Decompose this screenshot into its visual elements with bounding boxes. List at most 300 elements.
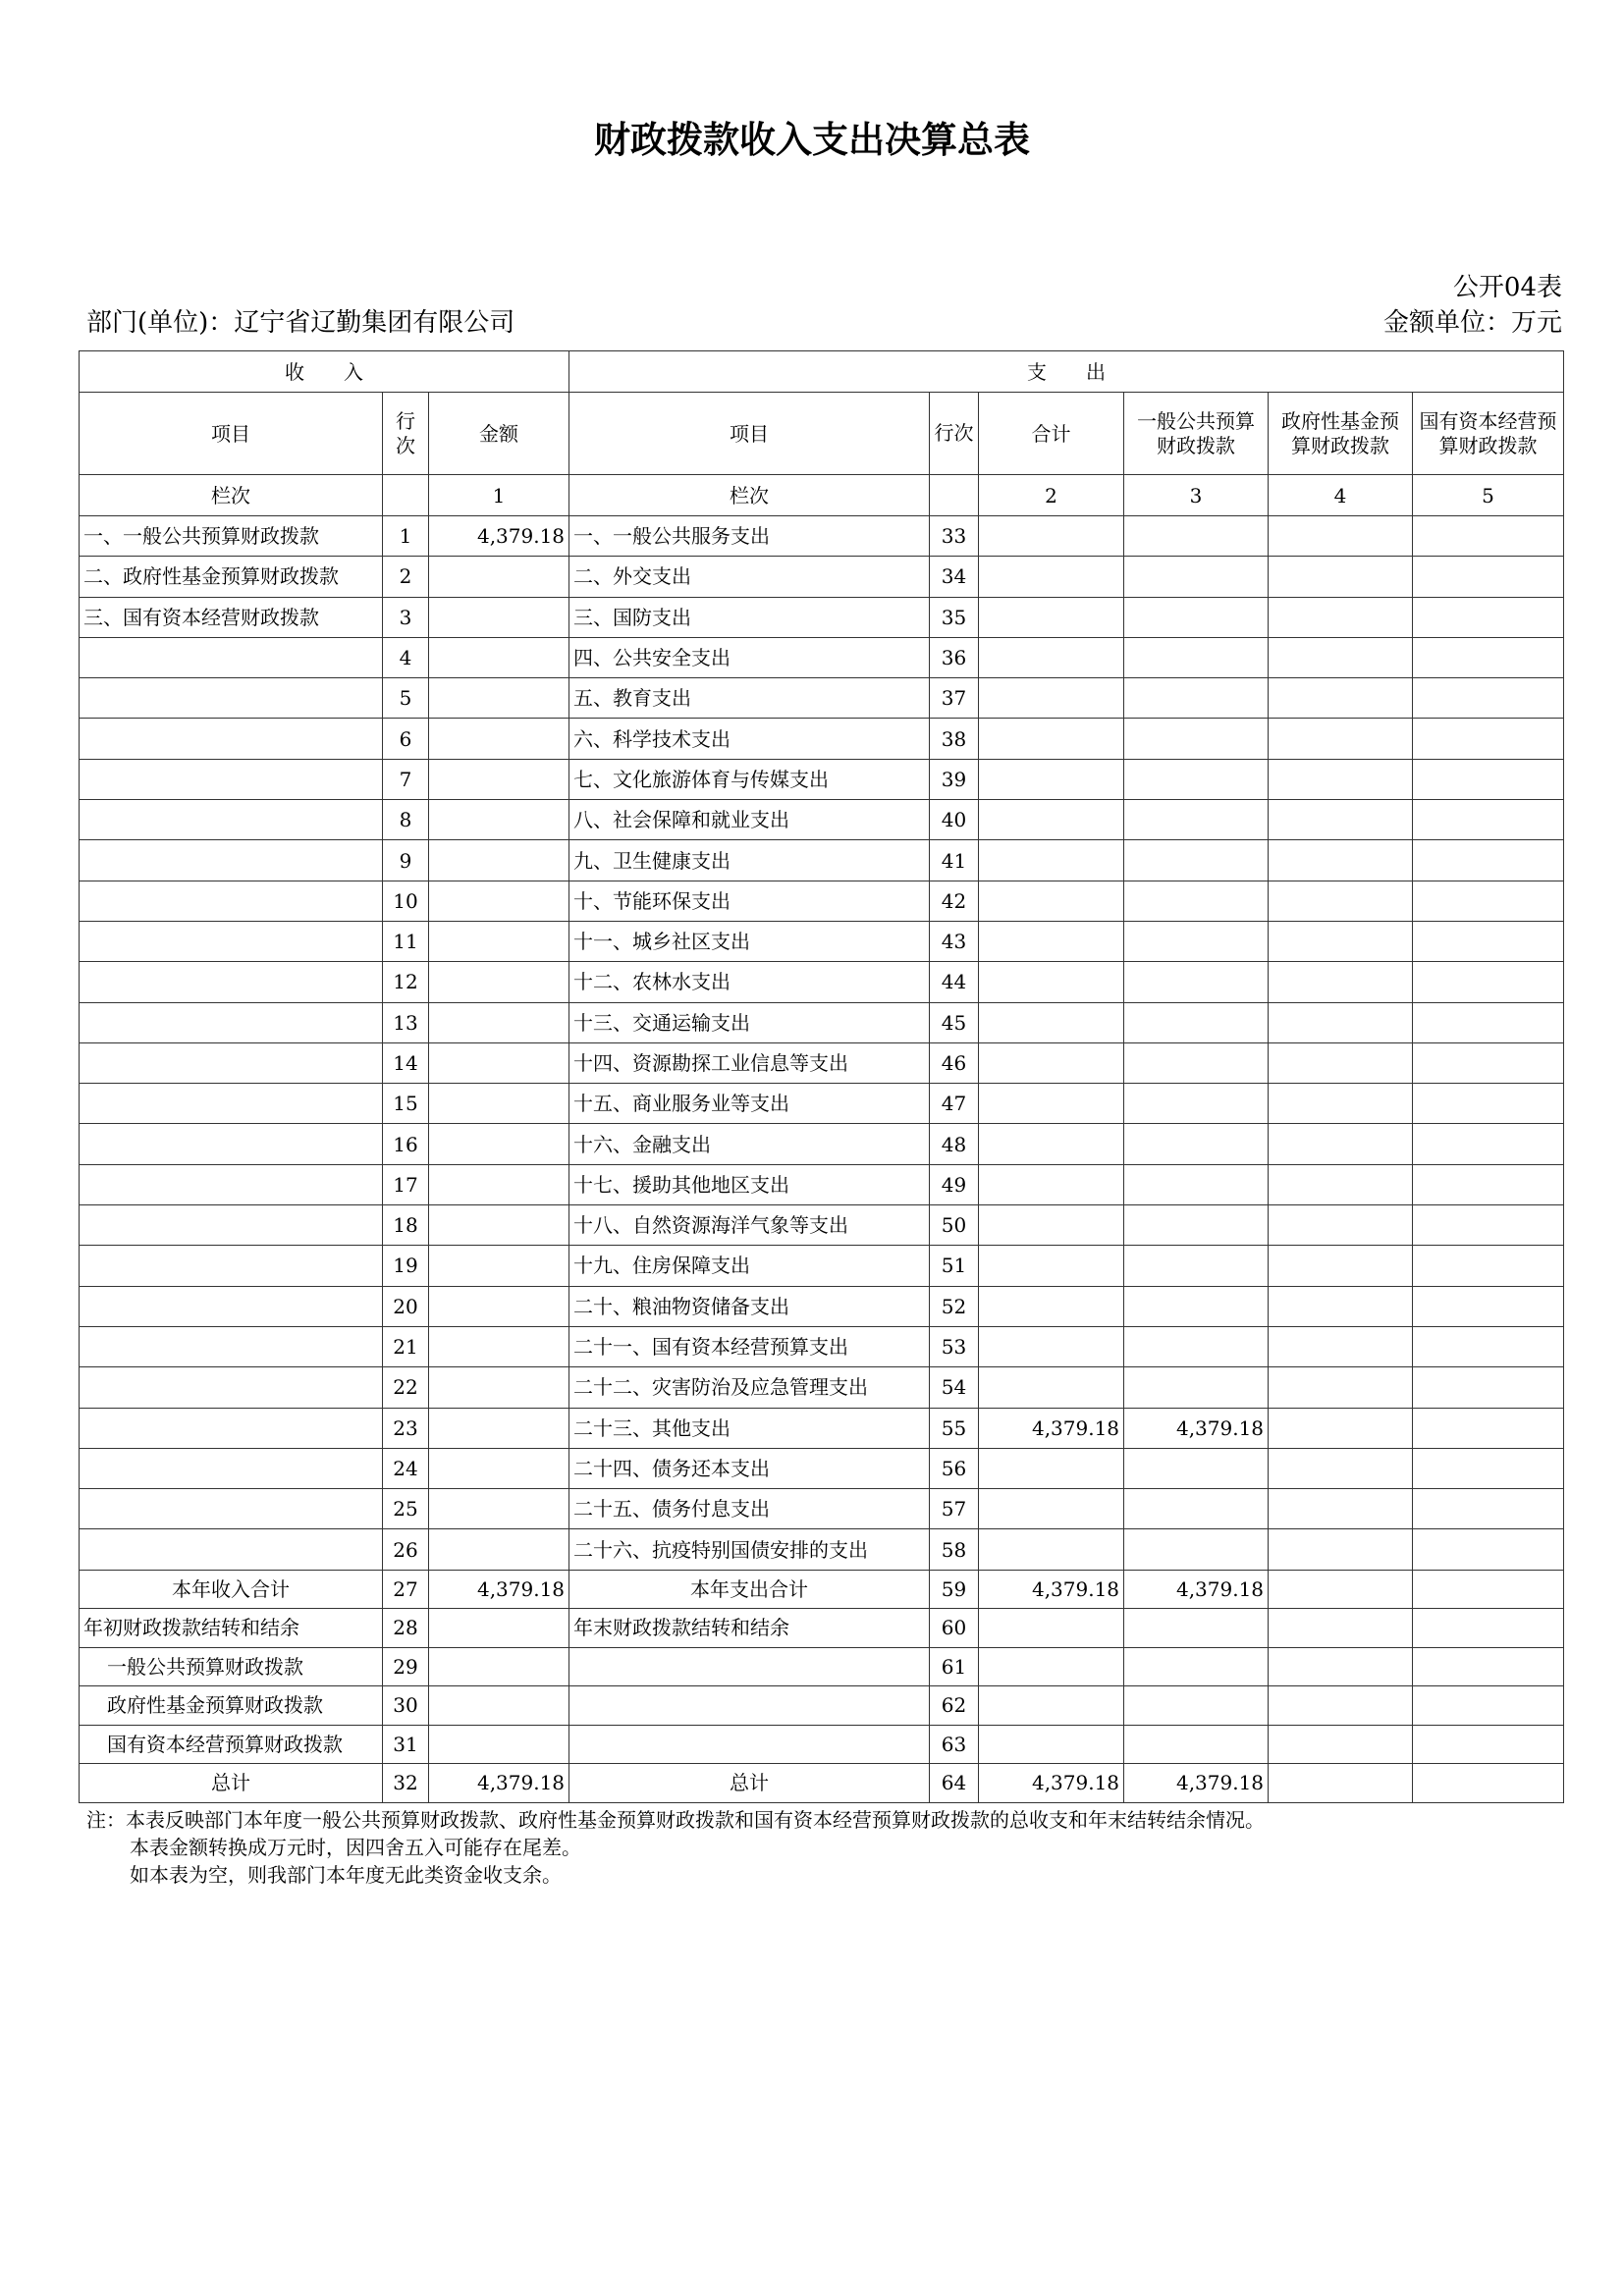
income-row-no: 18 <box>383 1205 429 1246</box>
expense-item: 二十五、债务付息支出 <box>569 1489 930 1529</box>
expense-item: 十三、交通运输支出 <box>569 1002 930 1042</box>
income-amount <box>429 1205 569 1246</box>
expense-row-no: 53 <box>930 1326 979 1366</box>
general-budget-amount: 4,379.18 <box>1124 1570 1269 1609</box>
header-row-sections <box>80 351 1564 393</box>
expense-row-no: 50 <box>930 1205 979 1246</box>
table-row <box>80 1124 1564 1164</box>
general-budget-amount <box>1124 1042 1269 1083</box>
fund-budget-amount <box>1269 1286 1413 1326</box>
expense-item: 一、一般公共服务支出 <box>569 516 930 557</box>
expense-item: 八、社会保障和就业支出 <box>569 800 930 840</box>
income-amount <box>429 678 569 719</box>
general-budget-amount <box>1124 1286 1269 1326</box>
fund-budget-amount <box>1269 678 1413 719</box>
income-amount <box>429 1609 569 1648</box>
expense-item: 二十三、其他支出 <box>569 1408 930 1448</box>
income-item <box>80 840 383 881</box>
expense-row-no-header: 行次 <box>930 393 979 475</box>
col-index-1: 1 <box>429 475 569 516</box>
soe-budget-amount <box>1413 1647 1564 1686</box>
expense-row-no: 41 <box>930 840 979 881</box>
fund-budget-amount <box>1269 1124 1413 1164</box>
income-row-no: 26 <box>383 1529 429 1570</box>
expense-item: 二、外交支出 <box>569 557 930 597</box>
income-row-no: 21 <box>383 1326 429 1366</box>
income-item <box>80 1529 383 1570</box>
fund-budget-amount <box>1269 759 1413 799</box>
income-amount <box>429 1124 569 1164</box>
expense-row-no: 64 <box>930 1764 979 1803</box>
general-budget-header: 一般公共预算财政拨款 <box>1124 393 1269 475</box>
general-budget-amount <box>1124 1609 1269 1648</box>
table-row <box>80 1164 1564 1204</box>
empty-cell <box>383 475 429 516</box>
table-row <box>80 1246 1564 1286</box>
expense-total <box>979 719 1124 759</box>
income-amount: 4,379.18 <box>429 1764 569 1803</box>
fund-budget-amount <box>1269 962 1413 1002</box>
fund-budget-amount <box>1269 1529 1413 1570</box>
fund-budget-amount <box>1269 557 1413 597</box>
page-title: 财政拨款收入支出决算总表 <box>594 119 1030 161</box>
income-item: 三、国有资本经营财政拨款 <box>80 597 383 637</box>
fund-budget-amount <box>1269 1647 1413 1686</box>
fund-budget-amount <box>1269 1448 1413 1488</box>
income-amount <box>429 800 569 840</box>
general-budget-amount <box>1124 1647 1269 1686</box>
expense-row-no: 48 <box>930 1124 979 1164</box>
income-amount <box>429 759 569 799</box>
income-item: 一般公共预算财政拨款 <box>80 1647 383 1686</box>
income-amount <box>429 1002 569 1042</box>
summary-row <box>80 1725 1564 1764</box>
expense-total: 4,379.18 <box>979 1408 1124 1448</box>
table-row <box>80 759 1564 799</box>
income-item <box>80 1448 383 1488</box>
income-row-no: 25 <box>383 1489 429 1529</box>
income-amount <box>429 1286 569 1326</box>
expense-item: 六、科学技术支出 <box>569 719 930 759</box>
income-amount-header: 金额 <box>429 393 569 475</box>
expense-item: 四、公共安全支出 <box>569 637 930 677</box>
summary-row <box>80 1609 1564 1648</box>
soe-budget-amount <box>1413 921 1564 961</box>
soe-budget-amount <box>1413 1205 1564 1246</box>
expense-item: 十一、城乡社区支出 <box>569 921 930 961</box>
soe-budget-amount <box>1413 800 1564 840</box>
expense-row-no: 51 <box>930 1246 979 1286</box>
fund-budget-amount <box>1269 1609 1413 1648</box>
fund-budget-amount <box>1269 597 1413 637</box>
table-row <box>80 557 1564 597</box>
grand-total-row <box>80 1764 1564 1803</box>
income-item <box>80 1002 383 1042</box>
expense-item <box>569 1686 930 1726</box>
expense-total <box>979 1725 1124 1764</box>
income-row-no: 32 <box>383 1764 429 1803</box>
expense-row-no: 40 <box>930 800 979 840</box>
table-row <box>80 1326 1564 1366</box>
table-row <box>80 678 1564 719</box>
expense-row-no: 61 <box>930 1647 979 1686</box>
soe-budget-amount <box>1413 1529 1564 1570</box>
fund-budget-amount <box>1269 1725 1413 1764</box>
general-budget-amount <box>1124 1725 1269 1764</box>
income-row-no: 6 <box>383 719 429 759</box>
soe-budget-amount <box>1413 1448 1564 1488</box>
income-amount <box>429 1084 569 1124</box>
income-item <box>80 1326 383 1366</box>
table-row <box>80 1042 1564 1083</box>
general-budget-amount <box>1124 1246 1269 1286</box>
table-row <box>80 800 1564 840</box>
income-item <box>80 800 383 840</box>
soe-budget-amount <box>1413 759 1564 799</box>
expense-item: 十、节能环保支出 <box>569 881 930 921</box>
income-row-no: 7 <box>383 759 429 799</box>
soe-budget-amount <box>1413 597 1564 637</box>
expense-row-no: 46 <box>930 1042 979 1083</box>
income-item-header: 项目 <box>80 393 383 475</box>
fund-budget-amount <box>1269 637 1413 677</box>
summary-row <box>80 1570 1564 1609</box>
expense-item: 十二、农林水支出 <box>569 962 930 1002</box>
table-row <box>80 1408 1564 1448</box>
income-amount <box>429 840 569 881</box>
expense-item: 二十一、国有资本经营预算支出 <box>569 1326 930 1366</box>
soe-budget-header: 国有资本经营预算财政拨款 <box>1413 393 1564 475</box>
income-amount <box>429 1164 569 1204</box>
general-budget-amount <box>1124 759 1269 799</box>
expense-item: 十八、自然资源海洋气象等支出 <box>569 1205 930 1246</box>
expense-header: 支 出 <box>569 351 1564 393</box>
table-row <box>80 1489 1564 1529</box>
income-item <box>80 1164 383 1204</box>
expense-item: 二十四、债务还本支出 <box>569 1448 930 1488</box>
expense-row-no: 54 <box>930 1367 979 1408</box>
income-amount <box>429 719 569 759</box>
fund-budget-amount <box>1269 840 1413 881</box>
table-row <box>80 1448 1564 1488</box>
column-index-row <box>80 475 1564 516</box>
income-item <box>80 962 383 1002</box>
general-budget-amount <box>1124 1686 1269 1726</box>
expense-total <box>979 1367 1124 1408</box>
form-number: 公开04表 <box>1452 273 1562 302</box>
soe-budget-amount <box>1413 1164 1564 1204</box>
soe-budget-amount <box>1413 881 1564 921</box>
expense-col-label: 栏次 <box>569 475 930 516</box>
soe-budget-amount <box>1413 516 1564 557</box>
expense-total <box>979 1084 1124 1124</box>
summary-row <box>80 1647 1564 1686</box>
soe-budget-amount <box>1413 637 1564 677</box>
general-budget-amount <box>1124 800 1269 840</box>
expense-total <box>979 597 1124 637</box>
income-row-no: 31 <box>383 1725 429 1764</box>
budget-table <box>79 350 1564 1803</box>
expense-row-no: 60 <box>930 1609 979 1648</box>
general-budget-amount <box>1124 1367 1269 1408</box>
income-amount <box>429 1367 569 1408</box>
income-row-no: 24 <box>383 1448 429 1488</box>
soe-budget-amount <box>1413 1246 1564 1286</box>
income-item <box>80 719 383 759</box>
income-col-label: 栏次 <box>80 475 383 516</box>
summary-row <box>80 1686 1564 1726</box>
fund-budget-amount <box>1269 921 1413 961</box>
income-item <box>80 1205 383 1246</box>
fund-budget-amount <box>1269 1002 1413 1042</box>
expense-item: 五、教育支出 <box>569 678 930 719</box>
table-row <box>80 1367 1564 1408</box>
expense-row-no: 49 <box>930 1164 979 1204</box>
income-item: 国有资本经营预算财政拨款 <box>80 1725 383 1764</box>
expense-row-no: 33 <box>930 516 979 557</box>
col-index-3: 3 <box>1124 475 1269 516</box>
table-row <box>80 1084 1564 1124</box>
expense-item <box>569 1647 930 1686</box>
soe-budget-amount <box>1413 1124 1564 1164</box>
general-budget-amount <box>1124 1529 1269 1570</box>
soe-budget-amount <box>1413 1686 1564 1726</box>
amount-unit: 金额单位：万元 <box>1382 308 1562 338</box>
expense-total <box>979 840 1124 881</box>
table-row <box>80 1286 1564 1326</box>
expense-item: 二十、粮油物资储备支出 <box>569 1286 930 1326</box>
table-row <box>80 921 1564 961</box>
income-row-no: 14 <box>383 1042 429 1083</box>
soe-budget-amount <box>1413 840 1564 881</box>
income-amount <box>429 557 569 597</box>
expense-row-no: 34 <box>930 557 979 597</box>
fund-budget-amount <box>1269 1164 1413 1204</box>
table-row <box>80 962 1564 1002</box>
soe-budget-amount <box>1413 1725 1564 1764</box>
expense-row-no: 37 <box>930 678 979 719</box>
expense-row-no: 58 <box>930 1529 979 1570</box>
fund-budget-amount <box>1269 1686 1413 1726</box>
expense-total <box>979 1042 1124 1083</box>
general-budget-amount <box>1124 1084 1269 1124</box>
expense-total <box>979 962 1124 1002</box>
income-item <box>80 759 383 799</box>
general-budget-amount <box>1124 1164 1269 1204</box>
general-budget-amount <box>1124 921 1269 961</box>
expense-total <box>979 1286 1124 1326</box>
expense-row-no: 36 <box>930 637 979 677</box>
expense-row-no: 57 <box>930 1489 979 1529</box>
fund-budget-amount <box>1269 719 1413 759</box>
table-row <box>80 1205 1564 1246</box>
income-item <box>80 637 383 677</box>
expense-total <box>979 1686 1124 1726</box>
general-budget-amount <box>1124 1124 1269 1164</box>
income-item: 政府性基金预算财政拨款 <box>80 1686 383 1726</box>
fund-budget-amount <box>1269 1408 1413 1448</box>
general-budget-amount <box>1124 962 1269 1002</box>
expense-total <box>979 1448 1124 1488</box>
fund-budget-amount <box>1269 1570 1413 1609</box>
income-item <box>80 921 383 961</box>
expense-total: 4,379.18 <box>979 1764 1124 1803</box>
expense-row-no: 42 <box>930 881 979 921</box>
fund-budget-amount <box>1269 1489 1413 1529</box>
fund-budget-amount <box>1269 1326 1413 1366</box>
income-row-no: 28 <box>383 1609 429 1648</box>
income-row-no-header: 行次 <box>383 393 429 475</box>
income-row-no: 16 <box>383 1124 429 1164</box>
income-row-no: 19 <box>383 1246 429 1286</box>
table-row <box>80 516 1564 557</box>
expense-total <box>979 1647 1124 1686</box>
expense-row-no: 45 <box>930 1002 979 1042</box>
fund-budget-amount <box>1269 1764 1413 1803</box>
income-item <box>80 1286 383 1326</box>
income-item <box>80 678 383 719</box>
income-row-no: 11 <box>383 921 429 961</box>
income-amount <box>429 921 569 961</box>
income-item <box>80 881 383 921</box>
general-budget-amount: 4,379.18 <box>1124 1764 1269 1803</box>
general-budget-amount <box>1124 516 1269 557</box>
general-budget-amount <box>1124 1326 1269 1366</box>
total-header: 合计 <box>979 393 1124 475</box>
expense-total <box>979 1529 1124 1570</box>
income-amount <box>429 1489 569 1529</box>
general-budget-amount <box>1124 678 1269 719</box>
income-row-no: 8 <box>383 800 429 840</box>
fund-budget-amount <box>1269 1042 1413 1083</box>
general-budget-amount <box>1124 1448 1269 1488</box>
soe-budget-amount <box>1413 1489 1564 1529</box>
table-row <box>80 637 1564 677</box>
income-row-no: 30 <box>383 1686 429 1726</box>
soe-budget-amount <box>1413 1084 1564 1124</box>
note-line: 本表金额转换成万元时，因四舍五入可能存在尾差。 <box>130 1836 581 1859</box>
expense-item: 总计 <box>569 1764 930 1803</box>
soe-budget-amount <box>1413 962 1564 1002</box>
expense-item: 十四、资源勘探工业信息等支出 <box>569 1042 930 1083</box>
income-amount <box>429 1686 569 1726</box>
expense-row-no: 44 <box>930 962 979 1002</box>
income-amount: 4,379.18 <box>429 516 569 557</box>
footnotes <box>86 1806 1265 1889</box>
expense-item: 十七、援助其他地区支出 <box>569 1164 930 1204</box>
income-row-no: 9 <box>383 840 429 881</box>
income-item <box>80 1084 383 1124</box>
expense-item: 九、卫生健康支出 <box>569 840 930 881</box>
income-item <box>80 1367 383 1408</box>
expense-row-no: 43 <box>930 921 979 961</box>
expense-total <box>979 678 1124 719</box>
expense-total <box>979 637 1124 677</box>
expense-total <box>979 1002 1124 1042</box>
expense-total <box>979 1326 1124 1366</box>
soe-budget-amount <box>1413 678 1564 719</box>
income-row-no: 29 <box>383 1647 429 1686</box>
income-row-no: 17 <box>383 1164 429 1204</box>
fund-budget-amount <box>1269 881 1413 921</box>
expense-row-no: 38 <box>930 719 979 759</box>
income-row-no: 1 <box>383 516 429 557</box>
expense-item: 七、文化旅游体育与传媒支出 <box>569 759 930 799</box>
income-amount: 4,379.18 <box>429 1570 569 1609</box>
table-row <box>80 840 1564 881</box>
income-item <box>80 1124 383 1164</box>
income-row-no: 4 <box>383 637 429 677</box>
department-label: 部门(单位)：辽宁省辽勤集团有限公司 <box>86 308 515 338</box>
expense-total <box>979 557 1124 597</box>
expense-row-no: 56 <box>930 1448 979 1488</box>
expense-item: 二十六、抗疫特别国债安排的支出 <box>569 1529 930 1570</box>
expense-item: 十六、金融支出 <box>569 1124 930 1164</box>
general-budget-amount <box>1124 840 1269 881</box>
soe-budget-amount <box>1413 1609 1564 1648</box>
table-row <box>80 597 1564 637</box>
general-budget-amount <box>1124 1205 1269 1246</box>
income-row-no: 22 <box>383 1367 429 1408</box>
note-line: 注：本表反映部门本年度一般公共预算财政拨款、政府性基金预算财政拨款和国有资本经营预算财政拨款的总收支和年末结转结余情况。 <box>86 1808 1265 1832</box>
income-item <box>80 1042 383 1083</box>
income-amount <box>429 1246 569 1286</box>
income-amount <box>429 597 569 637</box>
expense-row-no: 62 <box>930 1686 979 1726</box>
income-row-no: 2 <box>383 557 429 597</box>
col-index-4: 4 <box>1269 475 1413 516</box>
table-row <box>80 1002 1564 1042</box>
general-budget-amount: 4,379.18 <box>1124 1408 1269 1448</box>
fund-budget-amount <box>1269 1084 1413 1124</box>
expense-total <box>979 516 1124 557</box>
expense-row-no: 35 <box>930 597 979 637</box>
income-row-no: 27 <box>383 1570 429 1609</box>
income-row-no: 3 <box>383 597 429 637</box>
expense-total <box>979 1609 1124 1648</box>
expense-item: 十五、商业服务业等支出 <box>569 1084 930 1124</box>
general-budget-amount <box>1124 1002 1269 1042</box>
general-budget-amount <box>1124 1489 1269 1529</box>
income-amount <box>429 1326 569 1366</box>
income-amount <box>429 881 569 921</box>
income-row-no: 5 <box>383 678 429 719</box>
table-row <box>80 881 1564 921</box>
expense-total <box>979 1124 1124 1164</box>
income-row-no: 15 <box>383 1084 429 1124</box>
fund-budget-amount <box>1269 1205 1413 1246</box>
fund-budget-amount <box>1269 516 1413 557</box>
expense-total: 4,379.18 <box>979 1570 1124 1609</box>
soe-budget-amount <box>1413 1367 1564 1408</box>
income-row-no: 13 <box>383 1002 429 1042</box>
soe-budget-amount <box>1413 1570 1564 1609</box>
expense-total <box>979 1164 1124 1204</box>
income-item: 一、一般公共预算财政拨款 <box>80 516 383 557</box>
soe-budget-amount <box>1413 719 1564 759</box>
income-row-no: 23 <box>383 1408 429 1448</box>
income-item: 年初财政拨款结转和结余 <box>80 1609 383 1648</box>
income-item: 总计 <box>80 1764 383 1803</box>
income-amount <box>429 637 569 677</box>
expense-item-header: 项目 <box>569 393 930 475</box>
fund-budget-amount <box>1269 1367 1413 1408</box>
expense-row-no: 39 <box>930 759 979 799</box>
col-index-2: 2 <box>979 475 1124 516</box>
expense-row-no: 47 <box>930 1084 979 1124</box>
expense-total <box>979 1246 1124 1286</box>
fund-budget-header: 政府性基金预算财政拨款 <box>1269 393 1413 475</box>
